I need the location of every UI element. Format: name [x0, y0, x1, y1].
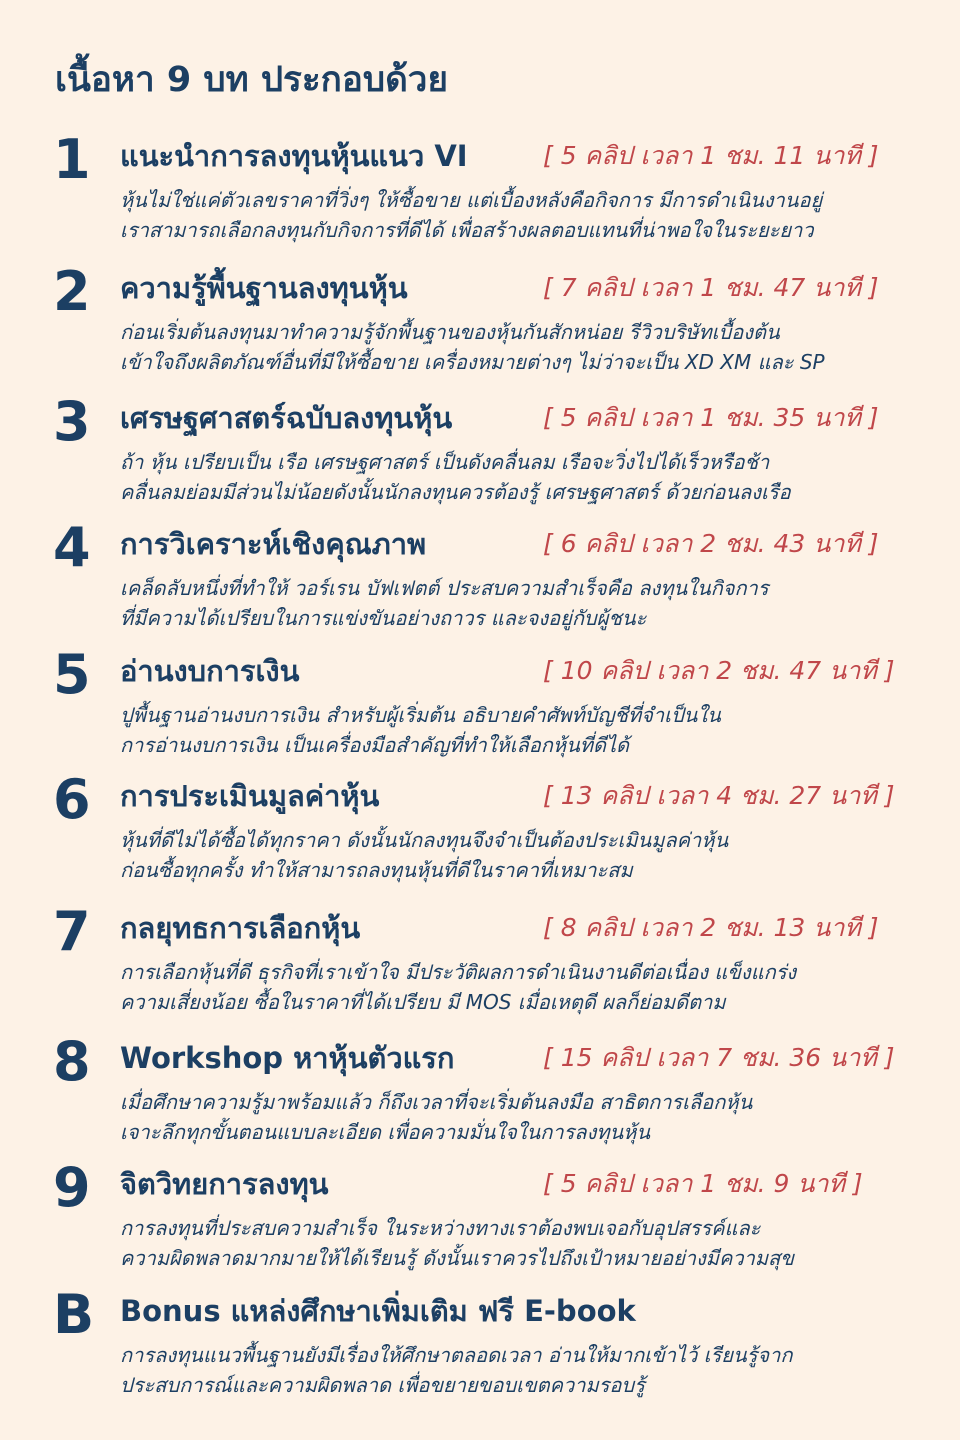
chapter-number: 1 — [53, 128, 91, 191]
chapter-description — [120, 447, 920, 507]
chapter-duration: [ 5 คลิป เวลา 1 ชม. 35 นาที ] — [543, 403, 879, 432]
chapter-number: 4 — [53, 516, 91, 579]
chapter-number: 6 — [53, 768, 91, 831]
chapter-number: 3 — [53, 390, 91, 453]
chapter-description — [120, 700, 920, 760]
chapter-heading: แนะนำการลงทุนหุ้นแนว VI — [120, 139, 468, 173]
description-line: หุ้นไม่ใช่แค่ตัวเลขราคาที่วิ่งๆ ให้ซื้อขาย แต่เบื้องหลังคือกิจการ มีการดำเนินงานอยู่ — [120, 188, 823, 212]
description-line: การเลือกหุ้นที่ดี ธุรกิจที่เราเข้าใจ มีประวัติผลการดำเนินงานดีต่อเนื่อง แข็งแกร่ง — [120, 960, 797, 984]
chapter-description — [120, 825, 920, 885]
description-line: ที่มีความได้เปรียบในการแข่งขันอย่างถาวร และจงอยู่กับผู้ชนะ — [120, 606, 647, 630]
description-line: ความผิดพลาดมากมายให้ได้เรียนรู้ ดังนั้นเราควรไปถึงเป้าหมายอย่างมีความสุข — [120, 1246, 794, 1270]
chapter-2 — [0, 260, 960, 392]
chapter-description — [120, 317, 920, 377]
chapter-duration: [ 10 คลิป เวลา 2 ชม. 47 นาที ] — [543, 656, 895, 685]
chapter-9 — [0, 1156, 960, 1288]
chapter-description — [120, 1340, 920, 1400]
chapter-6 — [0, 768, 960, 900]
chapter-description — [120, 1213, 920, 1273]
chapter-duration: [ 6 คลิป เวลา 2 ชม. 43 นาที ] — [543, 529, 879, 558]
description-line: ถ้า หุ้น เปรียบเป็น เรือ เศรษฐศาสตร์ เป็นดังคลื่นลม เรือจะวิ่งไปได้เร็วหรือช้า — [120, 450, 770, 474]
chapter-number: 2 — [53, 260, 91, 323]
description-line: เคล็ดลับหนึ่งที่ทำให้ วอร์เรน บัฟเฟตต์ ประสบความสำเร็จคือ ลงทุนในกิจการ — [120, 576, 769, 600]
chapter-duration: [ 15 คลิป เวลา 7 ชม. 36 นาที ] — [543, 1043, 895, 1072]
description-line: ปูพื้นฐานอ่านงบการเงิน สำหรับผู้เริ่มต้น อธิบายคำศัพท์บัญชีที่จำเป็นใน — [120, 703, 721, 727]
chapter-heading: ความรู้พื้นฐานลงทุนหุ้น — [120, 271, 408, 305]
chapter-description — [120, 957, 920, 1017]
chapter-number: 9 — [53, 1156, 91, 1219]
chapter-4 — [0, 516, 960, 648]
chapter-number: 7 — [53, 900, 91, 963]
description-line: ประสบการณ์และความผิดพลาด เพื่อขยายขอบเขตความรอบรู้ — [120, 1373, 645, 1397]
chapter-1 — [0, 128, 960, 260]
chapter-heading: การประเมินมูลค่าหุ้น — [120, 779, 380, 813]
description-line: เมื่อศึกษาความรู้มาพร้อมแล้ว ก็ถึงเวลาที่จะเริ่มต้นลงมือ สาธิตการเลือกหุ้น — [120, 1090, 753, 1114]
chapter-3 — [0, 390, 960, 522]
description-line: ก่อนซื้อทุกครั้ง ทำให้สามารถลงทุนหุ้นที่ดีในราคาที่เหมาะสม — [120, 858, 633, 882]
chapter-description — [120, 573, 920, 633]
description-line: เจาะลึกทุกขั้นตอนแบบละเอียด เพื่อความมั่นใจในการลงทุนหุ้น — [120, 1120, 651, 1144]
chapter-number: 5 — [53, 643, 91, 706]
chapter-heading: เศรษฐศาสตร์ฉบับลงทุนหุ้น — [120, 401, 453, 435]
description-line: การลงทุนแนวพื้นฐานยังมีเรื่องให้ศึกษาตลอดเวลา อ่านให้มากเข้าไว้ เรียนรู้จาก — [120, 1343, 793, 1367]
description-line: คลื่นลมย่อมมีส่วนไม่น้อยดังนั้นนักลงทุนควรต้องรู้ เศรษฐศาสตร์ ด้วยก่อนลงเรือ — [120, 480, 791, 504]
chapter-description — [120, 185, 920, 245]
description-line: เข้าใจถึงผลิตภัณฑ์อื่นที่มีให้ซื้อขาย เครื่องหมายต่างๆ ไม่ว่าจะเป็น XD XM และ SP — [120, 350, 825, 374]
description-line: เราสามารถเลือกลงทุนกับกิจการที่ดีได้ เพื่อสร้างผลตอบแทนที่น่าพอใจในระยะยาว — [120, 218, 814, 242]
chapter-bonus — [0, 1283, 960, 1415]
chapter-heading: Bonus แหล่งศึกษาเพิ่มเติม ฟรี E-book — [120, 1294, 636, 1328]
chapter-7 — [0, 900, 960, 1032]
chapter-heading: อ่านงบการเงิน — [120, 654, 300, 688]
description-line: หุ้นที่ดีไม่ได้ซื้อได้ทุกราคา ดังนั้นนักลงทุนจึงจำเป็นต้องประเมินมูลค่าหุ้น — [120, 828, 729, 852]
chapter-number: B — [53, 1283, 95, 1346]
chapter-number: 8 — [53, 1030, 91, 1093]
chapter-heading: Workshop หาหุ้นตัวแรก — [120, 1041, 455, 1075]
page-title: เนื้อหา 9 บท ประกอบด้วย — [55, 60, 448, 100]
chapter-heading: กลยุทธการเลือกหุ้น — [120, 911, 361, 945]
chapter-duration: [ 13 คลิป เวลา 4 ชม. 27 นาที ] — [543, 781, 895, 810]
chapter-duration: [ 5 คลิป เวลา 1 ชม. 9 นาที ] — [543, 1169, 863, 1198]
chapter-heading: การวิเคราะห์เชิงคุณภาพ — [120, 527, 427, 561]
chapter-duration: [ 5 คลิป เวลา 1 ชม. 11 นาที ] — [543, 141, 879, 170]
chapter-duration: [ 7 คลิป เวลา 1 ชม. 47 นาที ] — [543, 273, 879, 302]
chapter-5 — [0, 643, 960, 775]
description-line: การลงทุนที่ประสบความสำเร็จ ในระหว่างทางเราต้องพบเจอกับอุปสรรค์และ — [120, 1216, 761, 1240]
description-line: ความเสี่ยงน้อย ซื้อในราคาที่ได้เปรียบ มี MOS เมื่อเหตุดี ผลก็ย่อมดีตาม — [120, 990, 726, 1014]
chapter-duration: [ 8 คลิป เวลา 2 ชม. 13 นาที ] — [543, 913, 879, 942]
description-line: การอ่านงบการเงิน เป็นเครื่องมือสำคัญที่ทำให้เลือกหุ้นที่ดีได้ — [120, 733, 629, 757]
chapter-8 — [0, 1030, 960, 1162]
description-line: ก่อนเริ่มต้นลงทุนมาทำความรู้จักพื้นฐานของหุ้นกันสักหน่อย รีวิวบริษัทเบื้องต้น — [120, 320, 780, 344]
chapter-description — [120, 1087, 920, 1147]
chapter-heading: จิตวิทยการลงทุน — [120, 1167, 329, 1201]
